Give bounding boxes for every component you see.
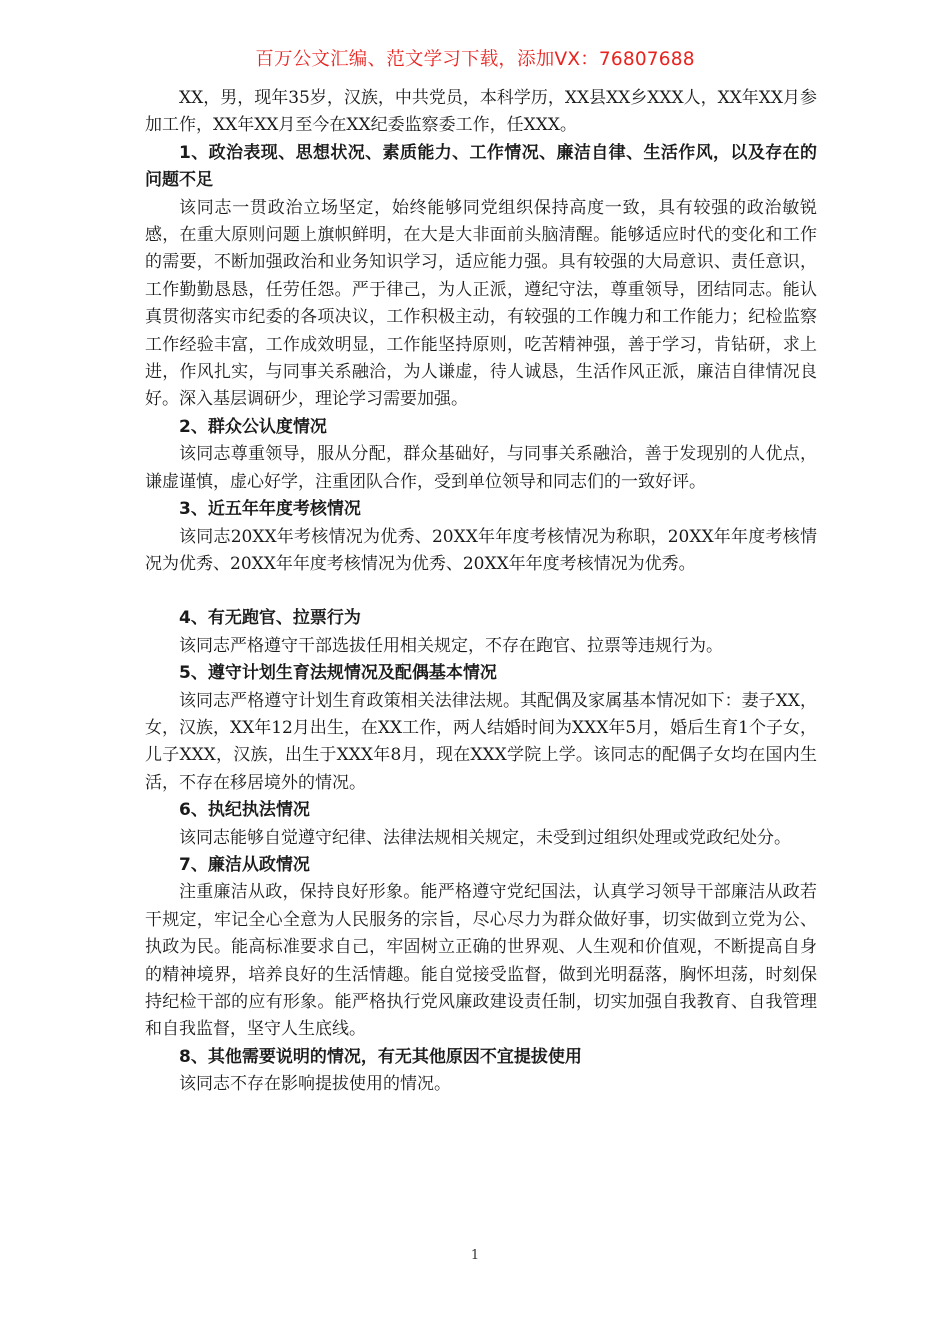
page-number: 1 [470,1248,480,1263]
section-body-7: 注重廉洁从政，保持良好形象。能严格遵守党纪国法，认真学习领导干部廉洁从政若干规定，牢记全心全意为人民服务的宗旨，尽心尽力为群众做好事，切实做到立党为公、执政为民。能高标准要求自己，牢固树立正确的世界观、人生观和价值观，不断提高自身的精神境界，培养良好的生活情趣。能自觉接受监督，做到光明磊落，胸怀坦荡，时刻保持纪检干部的应有形象。能严格执行党风廉政建设责任制，切实加强自我教育、自我管理和自我监督，坚守人生底线。 [145,882,817,1040]
section-body-3: 该同志20XX年考核情况为优秀、20XX年年度考核情况为称职，20XX年年度考核情况为优秀、20XX年年度考核情况为优秀、20XX年年度考核情况为优秀。 [145,526,817,574]
blank-line [145,578,817,605]
intro-paragraph: XX，男，现年35岁，汉族，中共党员，本科学历，XX县XX乡XXX人，XX年XX月参加工作，XX年XX月至今在XX纪委监察委工作，任XXX。 [145,88,817,136]
section-body-1: 该同志一贯政治立场坚定，始终能够同党组织保持高度一致，具有较强的政治敏锐感，在重大原则问题上旗帜鲜明，在大是大非面前头脑清醒。能够适应时代的变化和工作的需要，不断加强政治和业务知识学习，适应能力强。具有较强的大局意识、责任意识，工作勤勤恳恳，任劳任怨。严于律己，为人正派，遵纪守法，尊重领导，团结同志。能认真贯彻落实市纪委的各项决议，工作积极主动，有较强的工作魄力和工作能力；纪检监察工作经验丰富，工作成效明显，工作能坚持原则，吃苦精神强，善于学习，肯钻研，求上进，作风扎实，与同事关系融洽，为人谦虚，待人诚恳，生活作风正派，廉洁自律情况良好。深入基层调研少，理论学习需要加强。 [145,197,817,410]
watermark-header: 百万公文汇编、范文学习下载，添加VX：76807688 [255,49,695,70]
section-heading-7: 7、廉洁从政情况 [179,854,310,875]
section-body-6: 该同志能够自觉遵守纪律、法律法规相关规定，未受到过组织处理或党政纪处分。 [179,827,791,848]
section-heading-8: 8、其他需要说明的情况，有无其他原因不宜提拔使用 [179,1046,582,1067]
section-heading-2: 2、群众公认度情况 [179,416,327,437]
section-heading-3: 3、近五年年度考核情况 [179,499,361,520]
section-heading-5: 5、遵守计划生育法规情况及配偶基本情况 [179,663,497,684]
section-body-8: 该同志不存在影响提拔使用的情况。 [179,1074,451,1095]
section-body-4: 该同志严格遵守干部选拔任用相关规定，不存在跑官、拉票等违规行为。 [179,635,723,656]
section-body-5: 该同志严格遵守计划生育政策相关法律法规。其配偶及家属基本情况如下：妻子XX，女，汉族，XX年12月出生，在XX工作，两人结婚时间为XXX年5月，婚后生育1个子女，儿子XXX，汉族，出生于XXX年8月，现在XXX学院上学。该同志的配偶子女均在国内生活，不存在移居境外的情况。 [145,690,817,793]
section-body-2: 该同志尊重领导，服从分配，群众基础好，与同事关系融洽，善于发现别的人优点，谦虚谨慎，虚心好学，注重团队合作，受到单位领导和同志们的一致好评。 [145,444,817,492]
section-heading-1: 1、政治表现、思想状况、素质能力、工作情况、廉洁自律、生活作风，以及存在的问题不足 [145,142,817,191]
document-body [145,85,817,1099]
section-heading-4: 4、有无跑官、拉票行为 [179,608,361,629]
section-heading-6: 6、执纪执法情况 [179,800,310,821]
